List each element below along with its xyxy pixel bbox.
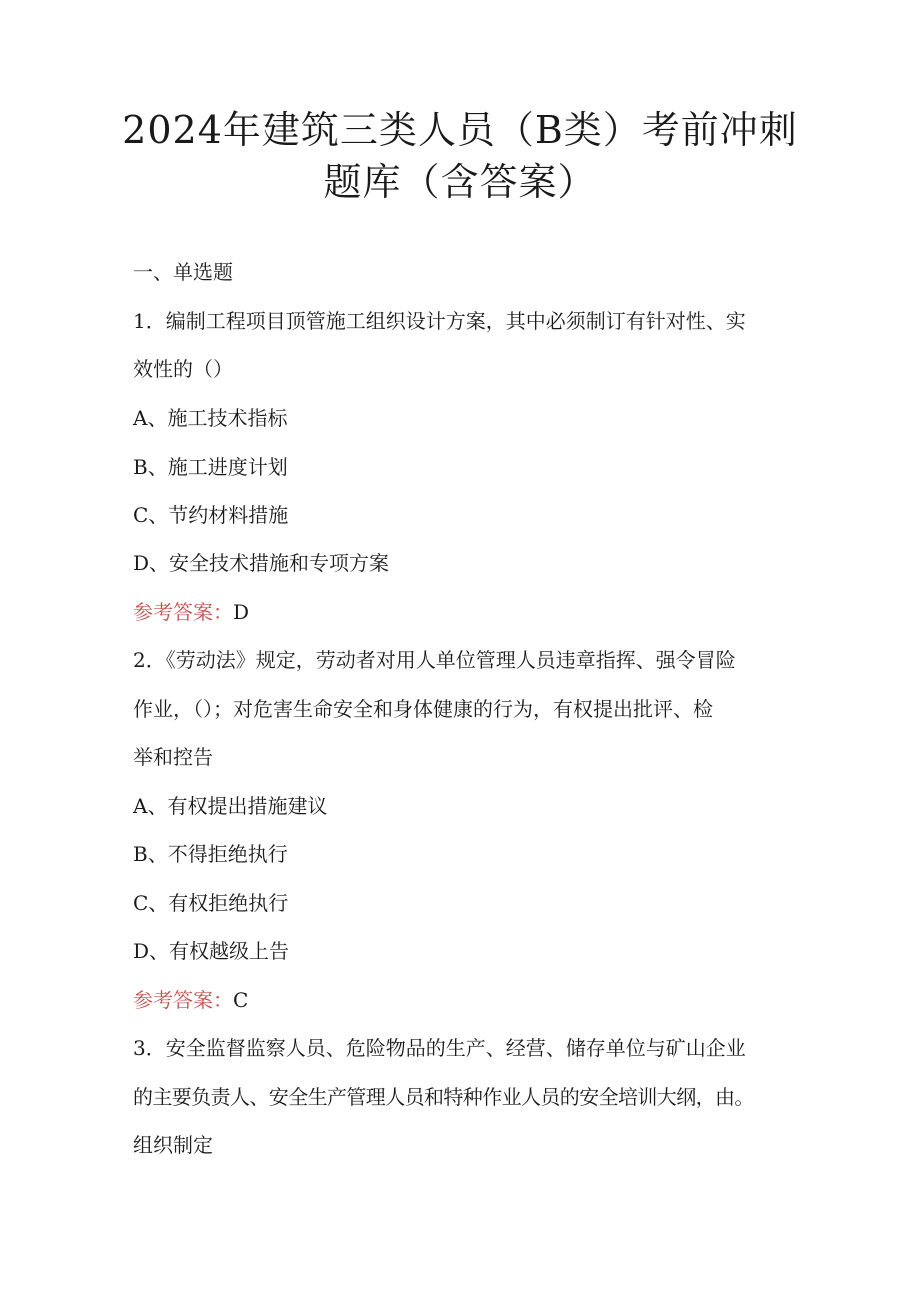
answer-value: D <box>233 600 250 624</box>
answer-label: 参考答案： <box>133 600 233 624</box>
question-2-option-a: A、有权提出措施建议 <box>133 794 328 818</box>
question-1-option-c: C、节约材料措施 <box>133 503 289 527</box>
question-3-stem-line-1: 3．安全监督监察人员、危险物品的生产、经营、储存单位与矿山企业 <box>133 1036 746 1060</box>
question-1-option-d: D、安全技术措施和专项方案 <box>133 551 390 575</box>
question-2-option-b: B、不得拒绝执行 <box>133 842 288 866</box>
question-1-answer <box>133 598 249 626</box>
question-2-option-c: C、有权拒绝执行 <box>133 891 289 915</box>
document-title-line-2: 题库（含答案） <box>323 160 597 204</box>
answer-label: 参考答案： <box>133 988 233 1012</box>
question-1-stem-line-2: 效性的（） <box>133 357 233 381</box>
question-2-option-d: D、有权越级上告 <box>133 939 290 963</box>
question-2-answer <box>133 986 248 1014</box>
section-heading: 一、单选题 <box>133 260 233 284</box>
question-2-stem-line-3: 举和控告 <box>133 745 213 769</box>
document-title-line-1: 2024年建筑三类人员（B类）考前冲刺 <box>122 108 798 152</box>
question-1-stem-line-1: 1．编制工程项目顶管施工组织设计方案，其中必须制订有针对性、实 <box>133 309 746 333</box>
question-3-stem-line-3: 组织制定 <box>133 1133 213 1157</box>
question-1-option-b: B、施工进度计划 <box>133 455 288 479</box>
question-2-stem-line-2: 作业，（）；对危害生命安全和身体健康的行为，有权提出批评、检 <box>133 697 713 721</box>
question-2-stem-line-1: 2．《劳动法》规定，劳动者对用人单位管理人员违章指挥、强令冒险 <box>133 648 736 672</box>
question-1-option-a: A、施工技术指标 <box>133 406 288 430</box>
question-3-stem-line-2: 的主要负责人、安全生产管理人员和特种作业人员的安全培训大纲，由。 <box>133 1085 754 1109</box>
answer-value: C <box>233 988 249 1012</box>
